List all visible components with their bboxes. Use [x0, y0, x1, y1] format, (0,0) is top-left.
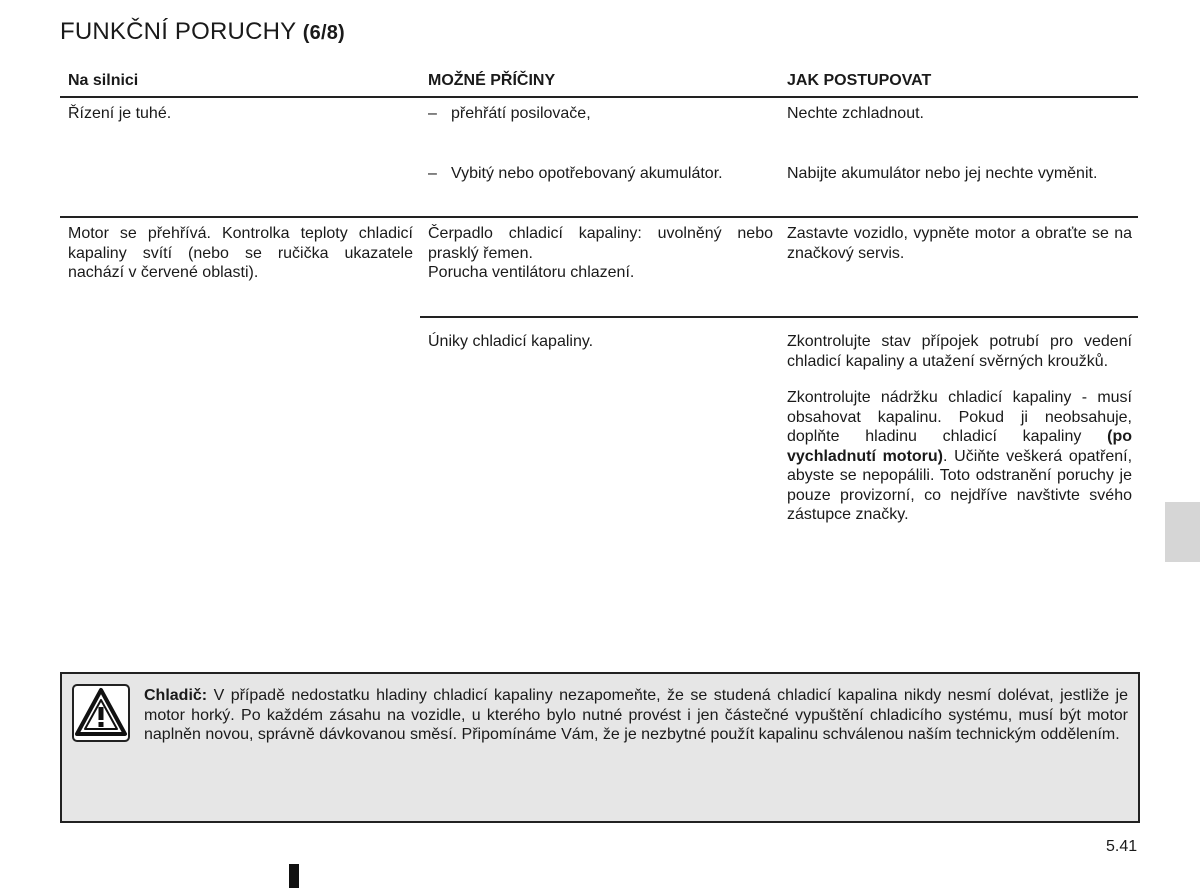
row2-action-1: Zastavte vozidlo, vypněte motor a obraťte se na značkový servis. [787, 225, 1132, 262]
warning-label: Chladič: [144, 687, 208, 704]
row3-cause-1: Úniky chladicí kapaliny. [428, 333, 594, 350]
row2-symptom: Motor se přehřívá. Kontrolka teploty chladicí kapaliny svítí (nebo se ručička ukazatele nachází v červené oblasti). [68, 225, 413, 281]
chapter-tab-marker [1165, 502, 1200, 562]
row3-action-1: Zkontrolujte stav přípojek potrubí pro vedení chladicí kapaliny a utažení svěrných kroužků. [787, 333, 1132, 370]
subrow-divider [420, 316, 1138, 318]
row2-cause-2: Porucha ventilátoru chlazení. [428, 264, 635, 281]
page-title-part: (6/8) [302, 22, 345, 44]
cause-dash: – [428, 165, 437, 182]
warning-text [144, 686, 1128, 745]
column-header-causes: MOŽNÉ PŘÍČINY [428, 72, 556, 89]
row1-symptom: Řízení je tuhé. [68, 105, 172, 122]
row1-action-1: Nechte zchladnout. [787, 105, 924, 122]
header-divider [60, 96, 1138, 98]
warning-triangle-icon [72, 684, 130, 742]
warning-box [60, 672, 1140, 823]
page-title [60, 18, 345, 46]
row1-action-2: Nabijte akumulátor nebo jej nechte vyměnit. [787, 165, 1098, 182]
column-header-action: JAK POSTUPOVAT [787, 72, 932, 89]
action-emphasis: (po vychladnutí motoru) [787, 428, 1132, 465]
cause-dash: – [428, 105, 437, 122]
page-title-main: FUNKČNÍ PORUCHY [60, 18, 296, 45]
row1-cause-1 [428, 104, 773, 124]
cause-text: Vybitý nebo opotřebovaný akumulátor. [451, 165, 723, 182]
column-header-symptom: Na silnici [68, 72, 139, 89]
row2-cause-1: Čerpadlo chladicí kapaliny: uvolněný nebo prasklý řemen. [428, 225, 773, 262]
cause-text: přehřátí posilovače, [451, 105, 591, 122]
row3-action-2 [787, 388, 1132, 525]
print-mark [289, 864, 299, 888]
row-divider [60, 216, 1138, 218]
action-text-cont: . Učiňte veškerá opatření, abyste se nepopálili. Toto odstranění poruchy je pouze provizorní, co nejdříve navštivte svého zástupce značky. [787, 447, 1133, 523]
page-number: 5.41 [1106, 838, 1138, 855]
action-text: Zkontrolujte nádržku chladicí kapaliny - musí obsahovat kapalinu. Pokud ji neobsahuje, doplňte hladinu chladicí kapaliny [787, 389, 1132, 445]
row1-cause-2 [428, 164, 773, 184]
warning-body: V případě nedostatku hladiny chladicí kapaliny nezapomeňte, že se studená chladicí kapalina nikdy nesmí dolévat, jestliže je motor horký. Po každém zásahu na vozidle, u kterého bylo nutné provést i jen částečné vypuštění chladicího systému, musí být motor naplněn novou, správně dávkovanou směsí. Připomínáme Vám, že je nezbytné použít kapalinu schválenou naším technickým oddělením. [144, 687, 1128, 743]
